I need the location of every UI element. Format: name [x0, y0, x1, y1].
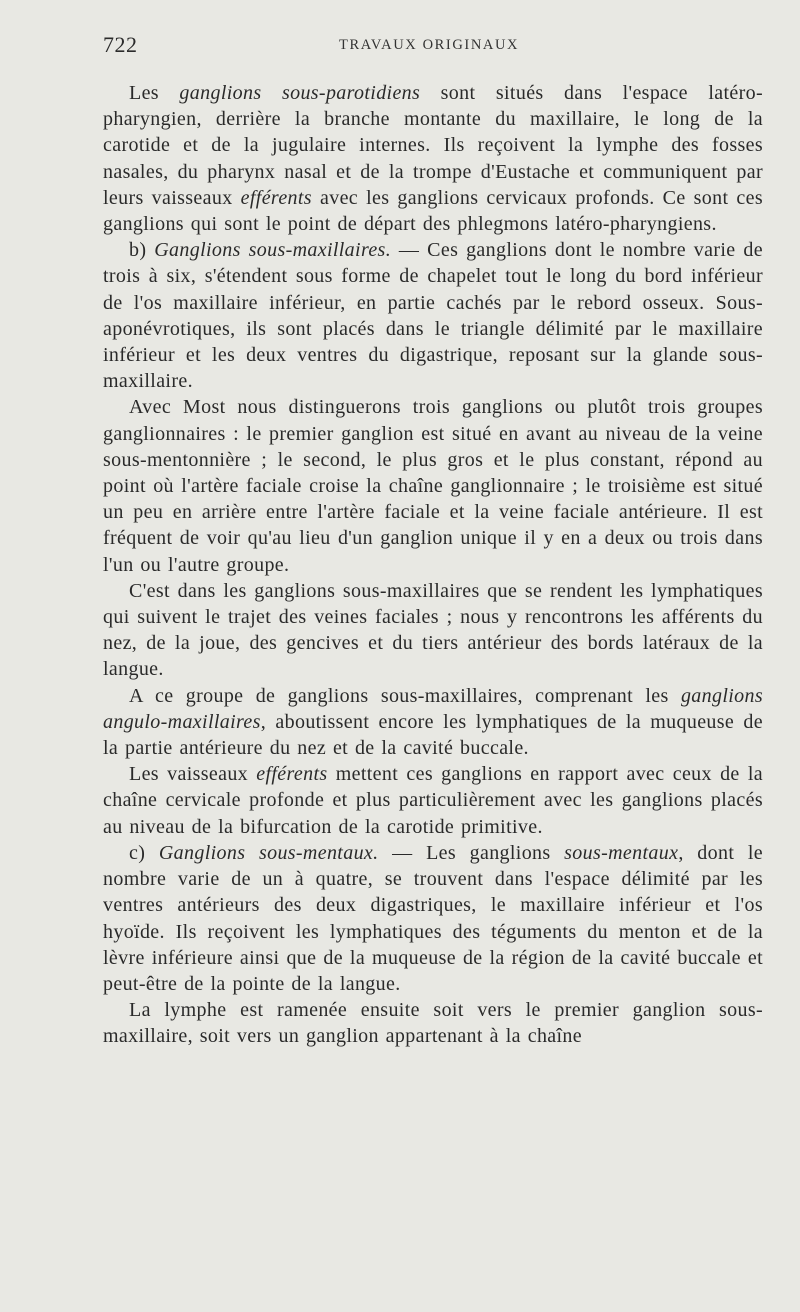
text-run: Les vaisseaux [129, 763, 257, 786]
italic-term: sous-mentaux [564, 841, 679, 864]
text-run: Avec Most nous distinguerons trois ganglions ou plutôt trois groupes ganglionnaires : le premier ganglion est situé en avant au niveau de la veine sous-mentonnière ; le second, le plus gros et le plus constant, répond au point où l'artère faciale croise la chaîne ganglionnaire ; le troisième est situé un peu en arrière entre l'artère faciale et la veine faciale antérieure. Il est fréquent de voir qu'au lieu d'un ganglion unique il y en a deux ou trois dans l'un ou l'autre groupe. [103, 396, 763, 576]
text-run: — Ces ganglions dont le nombre varie de trois à six, s'étendent sous forme de chapelet tout le long du bord inférieur de l'os maxillaire inférieur, en partie cachés par le rebord osseux. Sous-aponévrotiques, ils sont placés dans le triangle délimité par le maxillaire inférieur et les deux ventres du digastrique, reposant sur la glande sous-maxillaire. [103, 239, 763, 393]
section-heading: Ganglions sous-maxillaires. [154, 239, 392, 262]
page-number: 722 [103, 32, 138, 57]
paragraph [103, 683, 763, 762]
paragraph [103, 997, 763, 1049]
text-run: La lymphe est ramenée ensuite soit vers le premier ganglion sous-maxillaire, soit vers un ganglion appartenant à la chaîne [103, 999, 763, 1048]
section-heading: Ganglions sous-mentaux. [158, 841, 379, 864]
paragraph [103, 578, 763, 683]
text-run: avec les ganglions cervicaux profonds. Ce sont ces ganglions qui sont le point de départ des phlegmons latéro-pharyngiens. [103, 186, 763, 236]
text-run: c) [129, 841, 159, 864]
text-run: sont situés dans l'espace latéro-pharyngien, derrière la branche montante du maxillaire, le long de la carotide et de la jugulaire internes. Ils reçoivent la lymphe des fosses nasales, du pharynx nasal et de la trompe d'Eustache et communiquent par leurs vaisseaux [103, 82, 763, 209]
text-run: Les [129, 82, 180, 104]
text-run: C'est dans les ganglions sous-maxillaires que se rendent les lymphatiques qui suivent le trajet des veines faciales ; nous y rencontrons les afférents du nez, de la joue, des gencives et du tiers antérieur des bords latéraux de la langue. [103, 579, 763, 681]
text-run: — Les ganglions [378, 841, 565, 864]
paragraph [103, 761, 763, 840]
paragraph [103, 237, 763, 394]
paragraph [103, 394, 763, 577]
text-run: A ce groupe de ganglions sous-maxillaires, comprenant les [129, 684, 681, 707]
paragraph [103, 840, 763, 997]
text-run: mettent ces ganglions en rapport avec ceux de la chaîne cervicale profonde et plus particulièrement avec les ganglions placés au niveau de la bifurcation de la carotide primitive. [103, 763, 763, 838]
italic-term: efférents [240, 186, 312, 209]
italic-term: ganglions sous-parotidiens [179, 82, 421, 104]
text-run: , dont le nombre varie de un à quatre, se trouvent dans l'espace délimité par les ventres antérieurs des deux digastriques, le maxillaire inférieur et l'os hyoïde. Ils reçoivent les lymphatiques des téguments du menton et de la lèvre inférieure ainsi que de la muqueuse de la région de la cavité buccale et peut-être de la pointe de la langue. [103, 841, 764, 995]
running-title: TRAVAUX ORIGINAUX [339, 37, 520, 53]
paragraph [103, 80, 763, 237]
text-run: , aboutissent encore les lymphatiques de la muqueuse de la partie antérieure du nez et de la cavité buccale. [103, 710, 763, 760]
text-run: b) [129, 239, 155, 262]
page-header [103, 32, 763, 60]
body-text [103, 80, 763, 1050]
italic-term: ganglions angulo-maxillaires [103, 684, 763, 733]
italic-term: efférents [256, 763, 328, 786]
